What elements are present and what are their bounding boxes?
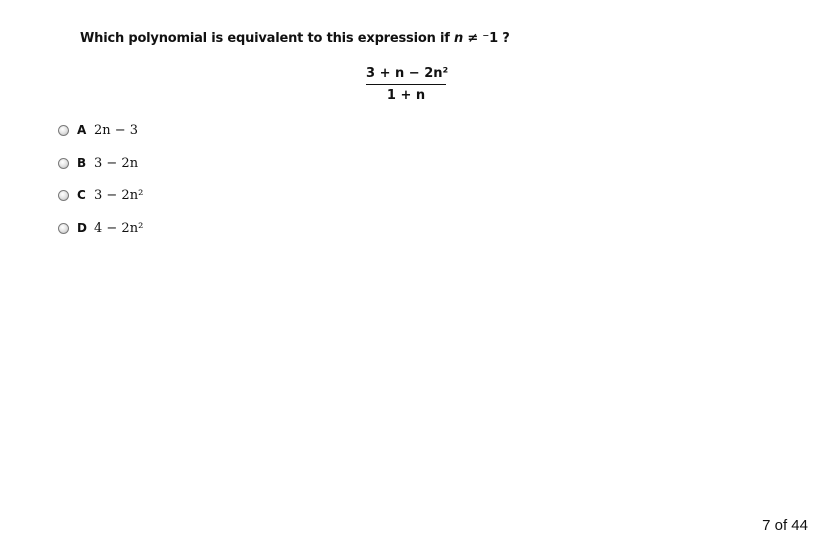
option-expression: 3 − 2n [94,155,139,171]
option-letter: A [77,123,87,137]
radio-button-a[interactable] [58,125,69,136]
fraction-numerator: 3 + n − 2n² [366,66,449,81]
option-expression: 2n − 3 [94,122,139,138]
radio-button-c[interactable] [58,190,69,201]
option-letter: C [77,188,86,202]
question-end: ? [502,31,510,46]
option-c[interactable] [58,185,258,205]
question-value: ⁻1 [482,31,498,46]
option-letter: B [77,156,87,170]
option-expression: 3 − 2n² [94,187,144,203]
question-text: Which polynomial is equivalent to this expression if [80,31,450,46]
expression-fraction [366,66,449,104]
option-expression: 4 − 2n² [94,220,144,236]
question-variable: n [454,31,464,46]
option-letter: D [77,221,87,235]
fraction-denominator: 1 + n [386,88,426,103]
radio-button-b[interactable] [58,158,69,169]
option-b[interactable] [58,153,258,173]
radio-button-d[interactable] [58,223,69,234]
question-relation: ≠ [467,31,479,46]
option-d[interactable] [58,218,258,238]
page-counter: 7 of 44 [762,517,808,534]
question-prompt [80,31,510,46]
option-a[interactable] [58,120,258,140]
